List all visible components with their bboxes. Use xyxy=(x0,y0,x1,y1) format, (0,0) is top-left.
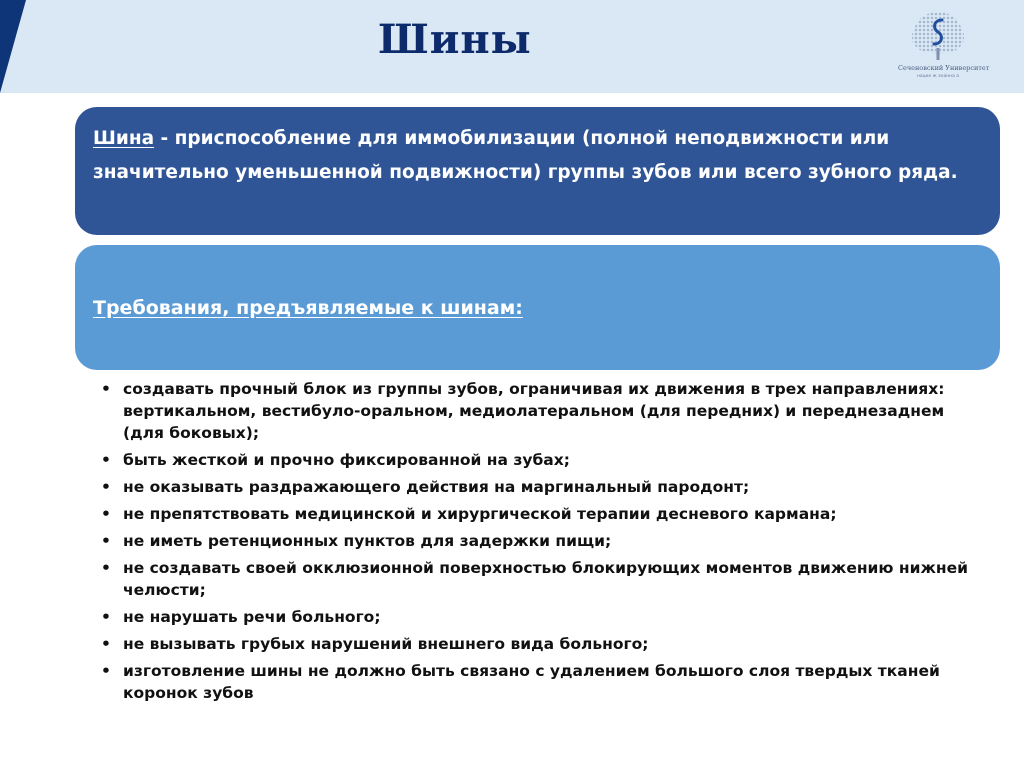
bullet-icon: • xyxy=(101,635,111,653)
list-item-text: не препятствовать медицинской и хирургической терапии десневого кармана; xyxy=(123,505,837,523)
bullet-icon: • xyxy=(101,451,111,469)
requirements-list xyxy=(98,378,988,709)
list-item xyxy=(98,633,988,655)
requirements-header-box xyxy=(75,245,1000,370)
bullet-icon: • xyxy=(101,505,111,523)
bullet-icon: • xyxy=(101,478,111,496)
list-item xyxy=(98,378,988,444)
list-item xyxy=(98,476,988,498)
logo-caption: Сеченовский Университет xyxy=(898,64,990,72)
requirements-heading: Требования, предъявляемые к шинам: xyxy=(93,296,523,319)
list-item-text: не иметь ретенционных пунктов для задержки пищи; xyxy=(123,532,612,550)
definition-text: - приспособление для иммобилизации (полной неподвижности или значительно уменьшенной подвижности) группы зубов или всего зубного ряда. xyxy=(93,128,958,183)
list-item xyxy=(98,503,988,525)
definition-box xyxy=(75,107,1000,235)
list-item xyxy=(98,530,988,552)
bullet-icon: • xyxy=(101,532,111,550)
bullet-icon: • xyxy=(101,662,111,680)
list-item xyxy=(98,606,988,628)
logo-subcaption: нацке ж знанна а xyxy=(916,74,960,79)
list-item-text: не нарушать речи больного; xyxy=(123,608,381,626)
list-item-text: не оказывать раздражающего действия на маргинальный пародонт; xyxy=(123,478,750,496)
list-item-text: создавать прочный блок из группы зубов, ограничивая их движения в трех направлениях: вертикальном, вестибуло-оральном, медиолатеральном (для передних) и переднезаднем (для боковых); xyxy=(123,380,945,442)
list-item xyxy=(98,557,988,601)
bullet-icon: • xyxy=(101,380,111,398)
list-item xyxy=(98,660,988,704)
definition-term: Шина xyxy=(93,128,155,149)
slide-title: Шины xyxy=(378,16,532,63)
bullet-icon: • xyxy=(101,608,111,626)
university-tree-logo-icon xyxy=(898,8,978,64)
list-item-text: не создавать своей окклюзионной поверхностью блокирующих моментов движению нижней челюсти; xyxy=(123,559,968,599)
university-logo xyxy=(898,8,990,88)
bullet-icon: • xyxy=(101,559,111,577)
list-item-text: быть жесткой и прочно фиксированной на зубах; xyxy=(123,451,570,469)
header-accent-stripe xyxy=(0,0,26,93)
list-item-text: изготовление шины не должно быть связано с удалением большого слоя твердых тканей коронок зубов xyxy=(123,662,940,702)
list-item xyxy=(98,449,988,471)
list-item-text: не вызывать грубых нарушений внешнего вида больного; xyxy=(123,635,649,653)
